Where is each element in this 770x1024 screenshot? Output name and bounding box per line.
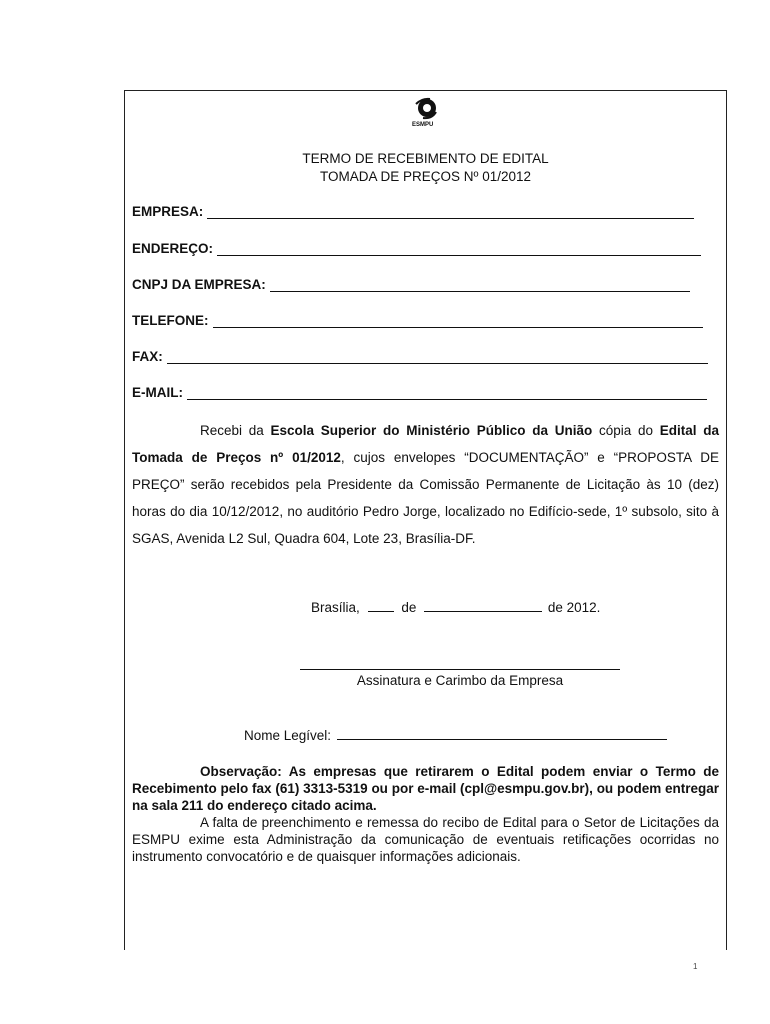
email-label: E-MAIL: [132,385,183,400]
email-blank[interactable] [187,387,707,400]
document-title: TERMO DE RECEBIMENTO DE EDITAL [302,151,549,166]
day-blank[interactable] [368,599,394,612]
observation-bold: Observação: As empresas que retirarem o Edital podem enviar o Termo de Recebimento pelo fax (61) 3313-5319 ou por e-mail (cpl@esmpu.gov.br), ou podem entregar na sala 211 do endereço citado acima. [132,764,719,813]
signature-line[interactable] [300,669,620,670]
endereco-field [132,241,701,256]
fax-label: FAX: [132,349,163,364]
cnpj-label: CNPJ DA EMPRESA: [132,277,266,292]
telefone-label: TELEFONE: [132,313,209,328]
nome-legivel: Nome Legível: [244,727,667,743]
fax-blank[interactable] [167,351,708,364]
edital-reference: Edital da Tomada de Preços nº 01/2012 [132,423,719,465]
body-paragraph: Recebi da Escola Superior do Ministério Público da União cópia do Edital da Tomada de Preços nº 01/2012, cujos envelopes “DOCUMENTAÇÃO” e “PROPOSTA DE PREÇO” serão recebidos pela Presidente da Comissão Permanente de Licitação às 10 (dez) horas do dia 10/12/2012, no auditório Pedro Jorge, localizado no Edifício-sede, 1º subsolo, sito à SGAS, Avenida L2 Sul, Quadra 604, Lote 23, Brasília-DF. [132,423,719,546]
endereco-label: ENDEREÇO: [132,241,214,256]
email-field [132,385,707,400]
cnpj-field [132,277,690,292]
page-number: 1 [693,962,698,971]
institution-name: Escola Superior do Ministério Público da União [270,423,593,438]
svg-text:ESMPU: ESMPU [412,122,434,128]
endereco-blank[interactable] [217,243,701,256]
cnpj-blank[interactable] [270,279,690,292]
date-line: Brasília, de de 2012. [311,600,601,615]
signature-label: Assinatura e Carimbo da Empresa [356,673,564,688]
empresa-label: EMPRESA: [132,204,204,219]
observation-text: A falta de preenchimento e remessa do recibo de Edital para o Setor de Licitações da ESMPU exime esta Administração da comunicação de eventuais retificações ocorridas no instrumento convocatório e de quaisquer informações adicionais. [132,815,719,864]
document-subtitle: TOMADA DE PREÇOS Nº 01/2012 [319,169,531,184]
telefone-field [132,313,703,328]
empresa-blank[interactable] [207,206,694,219]
month-blank[interactable] [424,599,542,612]
nome-blank[interactable] [337,727,667,740]
empresa-field [132,204,694,219]
observation-block [132,763,719,865]
esmpu-logo [410,96,440,130]
fax-field [132,349,708,364]
telefone-blank[interactable] [213,315,703,328]
